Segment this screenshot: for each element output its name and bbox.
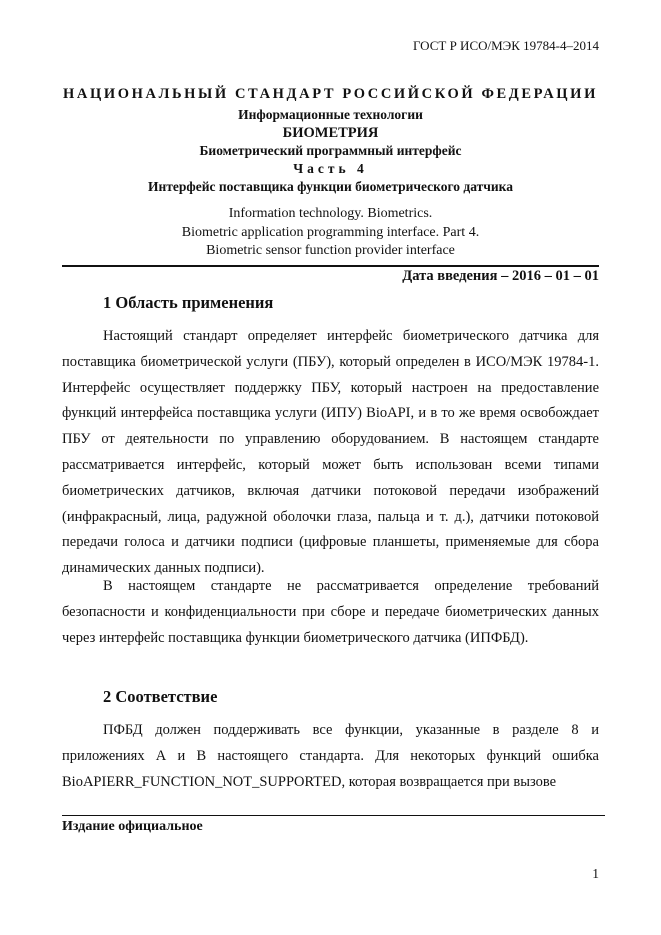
section-1-paragraph-2: В настоящем стандарте не рассматривается определение требований безопасности и конфиденциальности при сборе и передаче биометрических данных через интерфейс поставщика функции биометрического датчика (ИПФБД). bbox=[62, 578, 599, 646]
national-standard-heading: НАЦИОНАЛЬНЫЙ СТАНДАРТ РОССИЙСКОЙ ФЕДЕРАЦИИ bbox=[63, 86, 598, 102]
title-line-technology: Информационные технологии bbox=[238, 107, 423, 122]
footer-divider bbox=[62, 815, 605, 816]
title-divider bbox=[62, 265, 599, 267]
russian-title-block bbox=[62, 106, 599, 196]
title-line-biometrics: БИОМЕТРИЯ bbox=[282, 125, 379, 141]
title-line-api: Биометрический программный интерфейс bbox=[199, 143, 462, 158]
english-title-line-3: Biometric sensor function provider interface bbox=[206, 243, 455, 258]
section-2-paragraph-1: ПФБД должен поддерживать все функции, указанные в разделе 8 и приложениях А и В настоящего стандарта. Для некоторых функций ошибка BioAPIERR_FUNCTION_NOT_SUPPORTED, которая возвращается при вызове bbox=[62, 722, 599, 790]
english-title-line-1: Information technology. Biometrics. bbox=[228, 206, 433, 221]
english-title-line-2: Biometric application programming interface. Part 4. bbox=[181, 224, 480, 240]
introduction-date: Дата введения – 2016 – 01 – 01 bbox=[402, 268, 599, 284]
standard-reference: ГОСТ Р ИСО/МЭК 19784-4–2014 bbox=[412, 38, 599, 53]
section-2-heading: 2 Соответствие bbox=[103, 687, 218, 706]
official-edition-label: Издание официальное bbox=[62, 819, 203, 834]
title-line-interface: Интерфейс поставщика функции биометрического датчика bbox=[147, 179, 514, 194]
section-1-heading: 1 Область применения bbox=[103, 293, 274, 312]
page-number: 1 bbox=[592, 866, 599, 881]
english-title-block bbox=[62, 205, 599, 261]
section-1-paragraph-1: Настоящий стандарт определяет интерфейс биометрического датчика для поставщика биометрической услуги (ПБУ), который определен в ИСО/МЭК 19784-1. Интерфейс осуществляет поддержку ПБУ, который настроен на предоставление функций интерфейса поставщика услуги (ИПУ) BioAPI, и в то же время освобождает ПБУ от деятельности по управлению оборудованием. В настоящем стандарте рассматривается интерфейс, который может быть использован всеми типами биометрических датчиков, включая датчики потоковой передачи изображений (инфракрасный, лица, радужной оболочки глаза, пальца и т. д.), датчики потоковой передачи голоса и датчики подписи (цифровые планшеты, применяемые для сбора динамических данных подписи). bbox=[62, 328, 599, 577]
title-line-part: Часть 4 bbox=[293, 161, 368, 176]
